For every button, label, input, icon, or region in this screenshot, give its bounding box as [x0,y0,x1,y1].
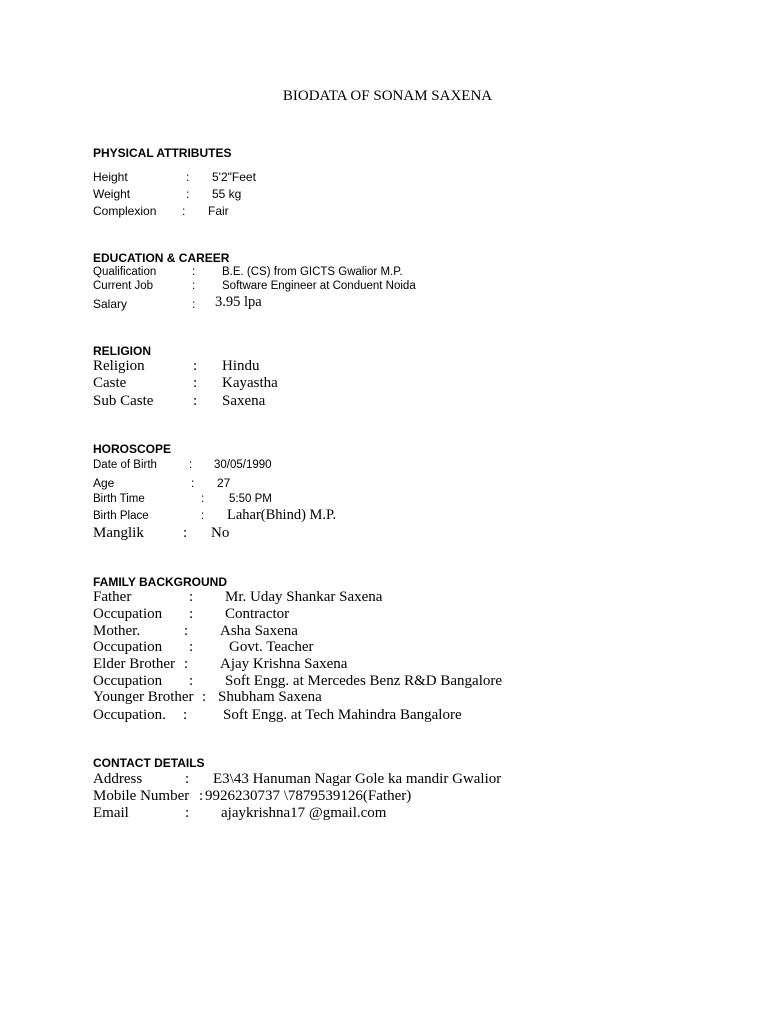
value-age: 27 [217,476,231,490]
heading-contact: CONTACT DETAILS [93,756,205,770]
label-occupation: Occupation [93,673,163,689]
separator: : [189,673,194,689]
separator: : [201,510,205,522]
separator: : [193,375,198,391]
separator: : [202,689,207,705]
separator: : [186,170,190,184]
separator: : [191,476,195,490]
label-qualification: Qualification [93,266,157,278]
label-caste: Caste [93,375,127,391]
label-current-job: Current Job [93,280,154,292]
label-mobile-number: Mobile Number [93,788,190,804]
heading-family: FAMILY BACKGROUND [93,575,228,589]
value-religion: Hindu [222,358,260,374]
value-mother: Asha Saxena [220,623,298,639]
value-date-of-birth: 30/05/1990 [214,459,272,471]
separator: : [192,297,196,311]
label-elder-brother: Elder Brother [93,656,176,672]
value-caste: Kayastha [222,375,278,391]
heading-physical: PHYSICAL ATTRIBUTES [93,146,232,160]
separator: : [184,623,189,639]
label-birth-place: Birth Place [93,510,149,522]
page-title: BIODATA OF SONAM SAXENA [282,88,493,104]
separator: : [193,358,198,374]
value-address: E3\43 Hanuman Nagar Gole ka mandir Gwalior [213,771,502,787]
label-younger-brother: Younger Brother [93,689,194,705]
label-occupation: Occupation [93,639,163,655]
label-manglik: Manglik [93,525,144,541]
label-complexion: Complexion [93,204,157,218]
separator: : [192,266,196,278]
label-address: Address [93,771,143,787]
separator: : [189,589,194,605]
label-age: Age [93,476,115,490]
label-height: Height [93,170,128,184]
value-mother-occupation: Govt. Teacher [229,639,314,655]
value-email: ajaykrishna17 @gmail.com [221,805,387,821]
value-mobile-number: 9926230737 \7879539126(Father) [205,788,412,804]
label-occupation: Occupation. [93,707,166,723]
separator: : [186,187,190,201]
separator: : [184,656,189,672]
value-younger-brother: Shubham Saxena [218,689,322,705]
label-mother: Mother. [93,623,141,639]
separator: : [189,459,193,471]
value-manglik: No [211,525,230,541]
value-birth-time: 5:50 PM [229,493,272,505]
value-father: Mr. Uday Shankar Saxena [225,589,383,605]
separator: : [185,771,190,787]
separator: : [192,280,196,292]
heading-horoscope: HOROSCOPE [93,442,172,456]
separator: : [185,805,190,821]
value-birth-place: Lahar(Bhind) M.P. [227,507,337,523]
value-weight: 55 kg [212,187,242,201]
label-date-of-birth: Date of Birth [93,459,157,471]
value-qualification: B.E. (CS) from GICTS Gwalior M.P. [222,266,403,278]
label-birth-time: Birth Time [93,493,145,505]
value-height: 5'2"Feet [212,170,256,184]
heading-education: EDUCATION & CAREER [93,251,230,265]
value-younger-brother-occupation: Soft Engg. at Tech Mahindra Bangalore [223,707,462,723]
separator: : [201,493,205,505]
heading-religion: RELIGION [93,344,152,358]
separator: : [193,393,198,409]
label-sub-caste: Sub Caste [93,393,154,409]
label-religion: Religion [93,358,145,374]
value-current-job: Software Engineer at Conduent Noida [222,280,416,292]
label-occupation: Occupation [93,606,163,622]
value-complexion: Fair [208,204,229,218]
value-sub-caste: Saxena [222,393,266,409]
value-elder-brother: Ajay Krishna Saxena [220,656,348,672]
separator: : [189,639,194,655]
value-father-occupation: Contractor [225,606,290,622]
label-father: Father [93,589,132,605]
separator: : [189,606,194,622]
separator: : [182,204,186,218]
value-elder-brother-occupation: Soft Engg. at Mercedes Benz R&D Bangalore [225,673,503,689]
value-salary: 3.95 lpa [215,294,262,310]
label-salary: Salary [93,297,128,311]
separator: : [183,525,188,541]
separator: : [199,788,204,804]
label-weight: Weight [93,187,131,201]
label-email: Email [93,805,129,821]
separator: : [183,707,188,723]
